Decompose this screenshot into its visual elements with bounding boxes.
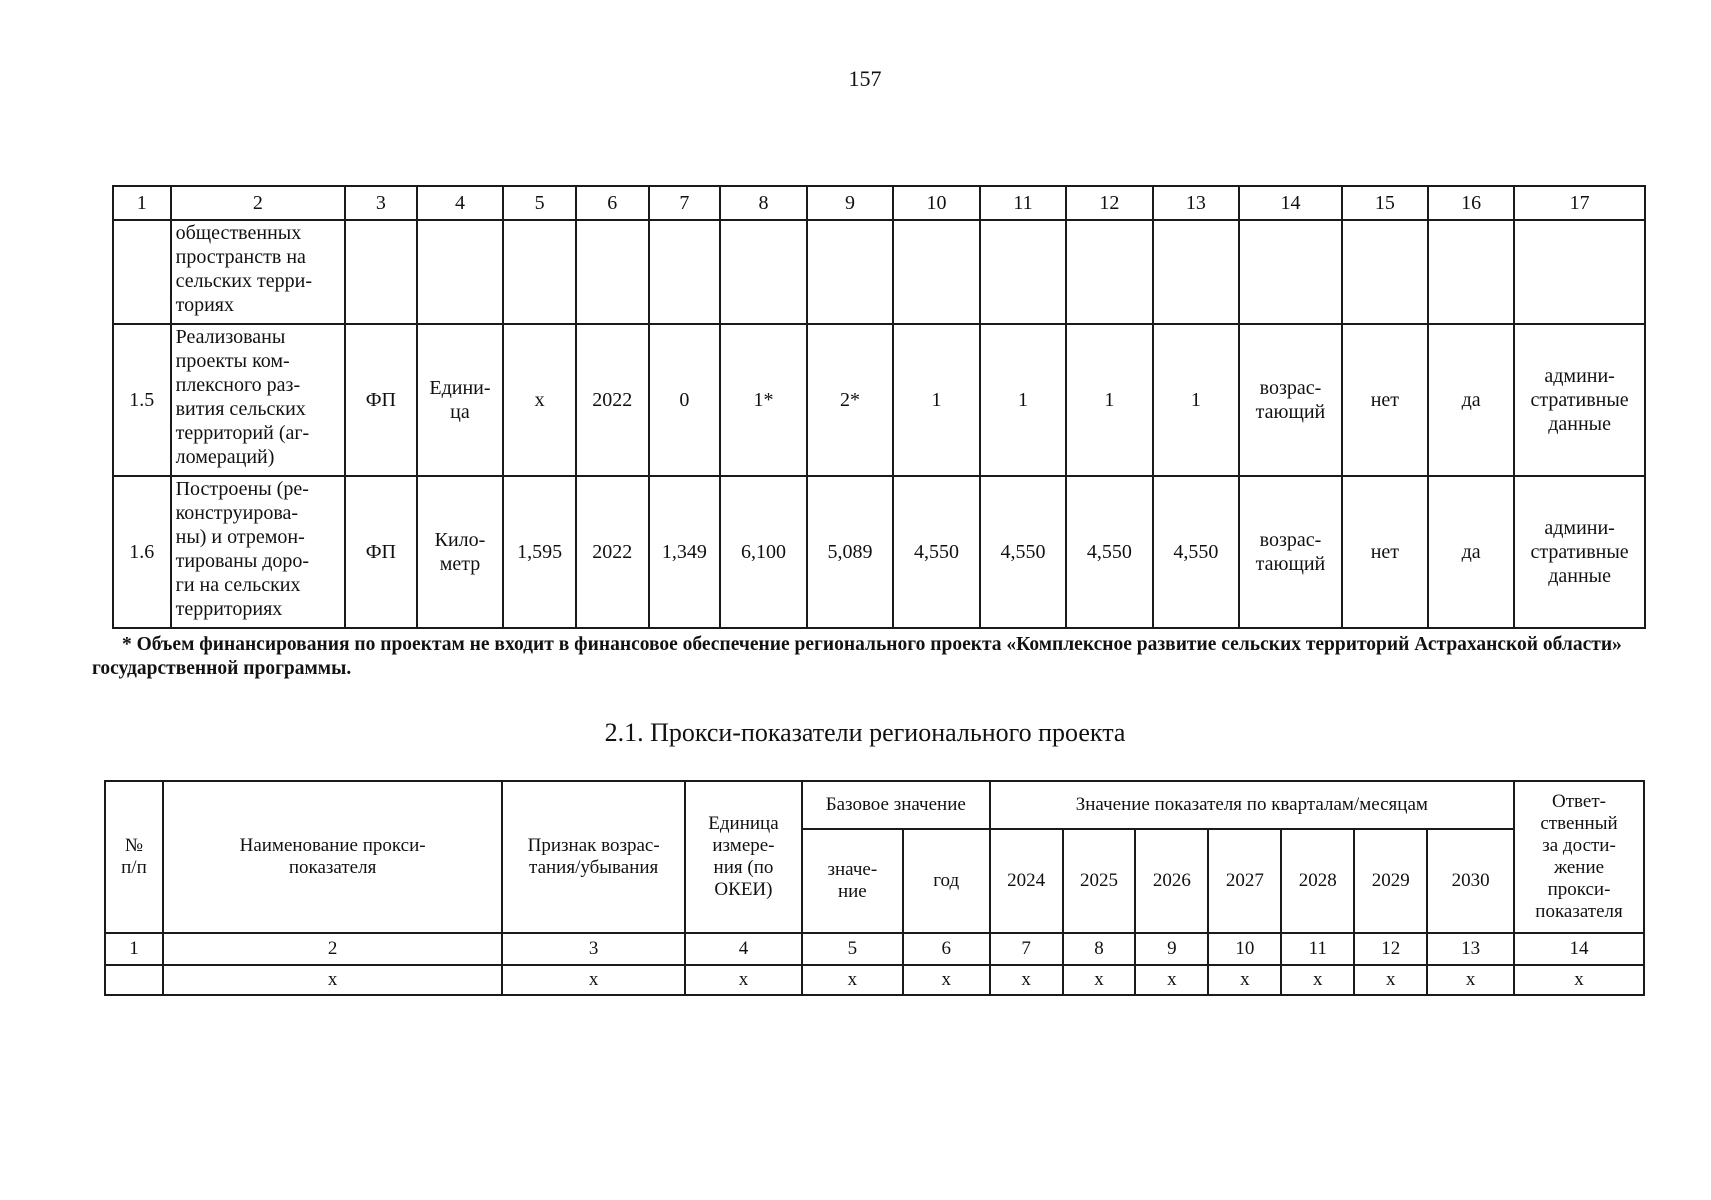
column-number: 4 (685, 933, 802, 965)
table-cell: 1 (893, 324, 979, 476)
table-cell (1239, 220, 1342, 324)
column-number: 2 (171, 186, 346, 220)
row-number: 1.5 (113, 324, 171, 476)
indicators-table-continued (112, 185, 1646, 629)
table-cell (345, 220, 417, 324)
table-cell (649, 220, 721, 324)
column-number: 3 (502, 933, 685, 965)
table-cell: да (1428, 324, 1514, 476)
column-number: 12 (1066, 186, 1152, 220)
table-cell: 2022 (576, 476, 649, 628)
column-number: 11 (980, 186, 1066, 220)
header-number: № п/п (105, 781, 163, 933)
indicator-name: Реализованы проекты ком- плексного раз- вития сельских территорий (аг- ломераций) (171, 324, 346, 476)
level-cell: ФП (345, 324, 417, 476)
table-cell: 1,595 (503, 476, 576, 628)
header-year: 2024 (990, 829, 1063, 933)
table-cell: 1* (720, 324, 806, 476)
column-number-row (105, 933, 1644, 965)
header-year: 2026 (1135, 829, 1208, 933)
column-number: 1 (113, 186, 171, 220)
table-cell: х (503, 324, 576, 476)
table-row (113, 220, 1645, 324)
table-cell: x (990, 965, 1063, 995)
header-trend-sign: Признак возрас- тания/убывания (502, 781, 685, 933)
column-number: 14 (1239, 186, 1342, 220)
table-cell: x (903, 965, 990, 995)
table-cell: 1 (1153, 324, 1239, 476)
table-row (105, 965, 1644, 995)
column-number: 17 (1514, 186, 1645, 220)
column-number: 1 (105, 933, 163, 965)
column-number: 9 (1135, 933, 1208, 965)
column-number: 2 (163, 933, 502, 965)
table-row (113, 324, 1645, 476)
table-cell (1153, 220, 1239, 324)
level-cell: ФП (345, 476, 417, 628)
column-number: 7 (649, 186, 721, 220)
header-base-value-year: год (903, 829, 990, 933)
column-number: 15 (1342, 186, 1428, 220)
column-number: 16 (1428, 186, 1514, 220)
table-cell (105, 965, 163, 995)
column-number: 12 (1354, 933, 1427, 965)
table-cell (1428, 220, 1514, 324)
trend-cell: возрас- тающий (1239, 324, 1342, 476)
unit-cell: Едини- ца (417, 324, 504, 476)
column-number-row (113, 186, 1645, 220)
column-number: 7 (990, 933, 1063, 965)
table-cell (1342, 220, 1428, 324)
table-cell: x (1281, 965, 1354, 995)
table-cell: x (1208, 965, 1281, 995)
column-number: 9 (807, 186, 893, 220)
header-year: 2025 (1063, 829, 1136, 933)
table-cell: 1 (980, 324, 1066, 476)
header-year: 2027 (1208, 829, 1281, 933)
column-number: 4 (417, 186, 504, 220)
row-number (113, 220, 171, 324)
column-number: 10 (1208, 933, 1281, 965)
column-number: 10 (893, 186, 979, 220)
table-cell: x (1354, 965, 1427, 995)
unit-cell: Кило- метр (417, 476, 504, 628)
header-base-value-value: значе- ние (802, 829, 903, 933)
footnote: * Объем финансирования по проектам не входит в финансовое обеспечение регионального проекта «Комплексное развитие сельских территорий Астраханской области» государственной программы. (92, 634, 1622, 679)
table-cell: x (802, 965, 903, 995)
source-cell: админи- стративные данные (1514, 476, 1645, 628)
header-proxy-name: Наименование прокси- показателя (163, 781, 502, 933)
table-cell: 2* (807, 324, 893, 476)
trend-cell: возрас- тающий (1239, 476, 1342, 628)
table-cell: x (1514, 965, 1644, 995)
proxy-indicators-table (104, 780, 1645, 996)
table-cell: x (502, 965, 685, 995)
header-year: 2030 (1427, 829, 1514, 933)
table-cell: x (1427, 965, 1514, 995)
header-year: 2028 (1281, 829, 1354, 933)
table-cell (893, 220, 979, 324)
table-cell: 0 (649, 324, 721, 476)
column-number: 3 (345, 186, 417, 220)
row-number: 1.6 (113, 476, 171, 628)
column-number: 6 (576, 186, 649, 220)
table-cell: 4,550 (893, 476, 979, 628)
column-number: 5 (802, 933, 903, 965)
table-cell (576, 220, 649, 324)
column-number: 14 (1514, 933, 1644, 965)
header-responsible: Ответ- ственный за дости- жение прокси- показателя (1514, 781, 1644, 933)
table-cell: нет (1342, 476, 1428, 628)
table-cell (1514, 220, 1645, 324)
column-number: 8 (720, 186, 806, 220)
table-cell: 2022 (576, 324, 649, 476)
table-cell: 4,550 (1153, 476, 1239, 628)
table-cell (980, 220, 1066, 324)
column-number: 5 (503, 186, 576, 220)
table-cell: x (1063, 965, 1136, 995)
table-cell: x (163, 965, 502, 995)
section-title: 2.1. Прокси-показатели регионального проекта (604, 718, 1126, 747)
header-quarters: Значение показателя по кварталам/месяцам (990, 781, 1514, 829)
table-cell (503, 220, 576, 324)
table-cell: 4,550 (980, 476, 1066, 628)
table-cell (807, 220, 893, 324)
header-unit: Единица измере- ния (по ОКЕИ) (685, 781, 802, 933)
table-cell: 5,089 (807, 476, 893, 628)
table-cell: 6,100 (720, 476, 806, 628)
header-row (105, 781, 1644, 829)
header-year: 2029 (1354, 829, 1427, 933)
source-cell: админи- стративные данные (1514, 324, 1645, 476)
table-cell: x (1135, 965, 1208, 995)
table-cell: да (1428, 476, 1514, 628)
table-cell: 1 (1066, 324, 1152, 476)
column-number: 13 (1427, 933, 1514, 965)
table-cell (417, 220, 504, 324)
table-cell: нет (1342, 324, 1428, 476)
page-number: 157 (848, 66, 882, 91)
table-row (113, 476, 1645, 628)
column-number: 11 (1281, 933, 1354, 965)
table-cell: 4,550 (1066, 476, 1152, 628)
indicator-name: общественных пространств на сельских терри- ториях (171, 220, 346, 324)
column-number: 13 (1153, 186, 1239, 220)
column-number: 6 (903, 933, 990, 965)
table-cell (1066, 220, 1152, 324)
indicator-name: Построены (ре- конструирова- ны) и отремон- тированы доро- ги на сельских территориях (171, 476, 346, 628)
table-cell: 1,349 (649, 476, 721, 628)
table-cell: x (685, 965, 802, 995)
header-base-value: Базовое значение (802, 781, 990, 829)
column-number: 8 (1063, 933, 1136, 965)
table-cell (720, 220, 806, 324)
